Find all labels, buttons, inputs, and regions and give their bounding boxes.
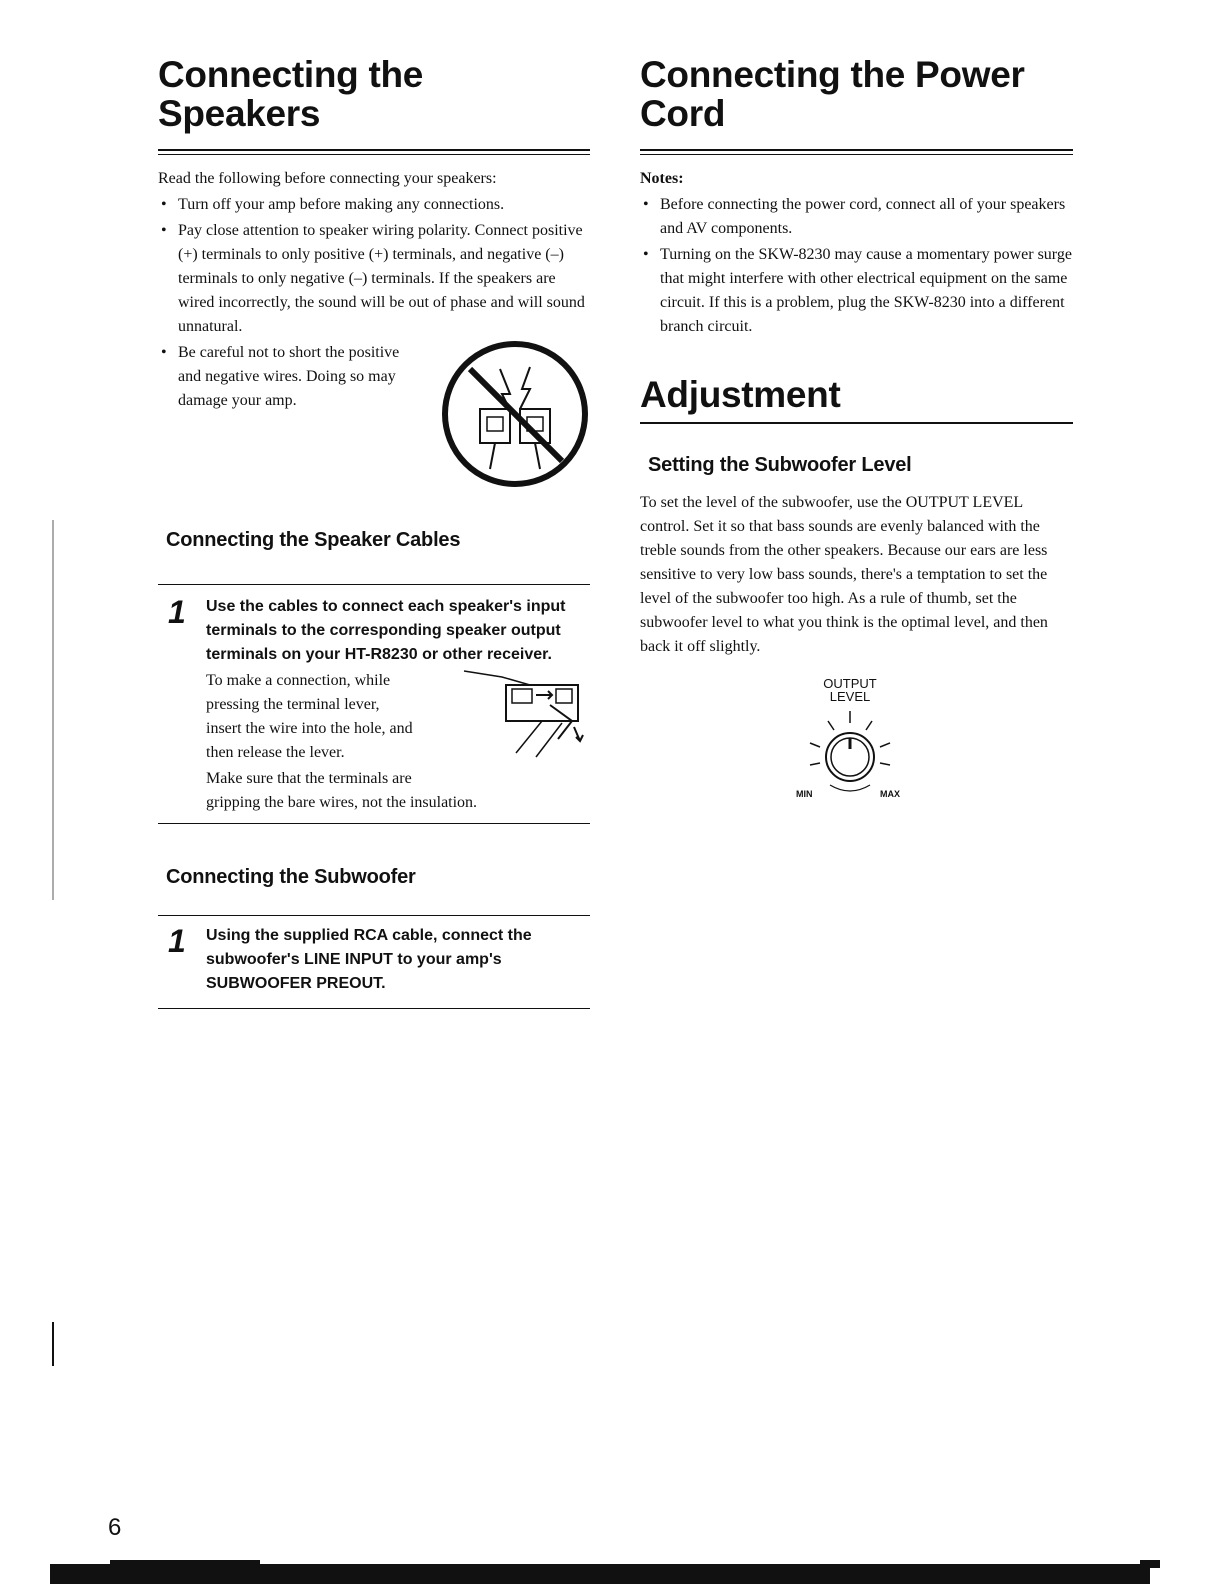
adjustment-section-title: Adjustment — [640, 374, 841, 415]
right-column — [640, 55, 1073, 807]
title-line: Cord — [640, 93, 726, 134]
power-notes-list — [640, 193, 1073, 339]
step-number: 1 — [168, 923, 186, 959]
short-warning-block — [158, 341, 590, 501]
speakers-bullet-list — [158, 193, 590, 339]
subwoofer-step — [158, 924, 590, 996]
speaker-cables-heading: Connecting the Speaker Cables — [166, 529, 461, 551]
title-rule — [640, 149, 1073, 155]
title-line: Connecting the — [158, 54, 424, 95]
step-rule — [158, 915, 590, 916]
no-short-circuit-illustration — [440, 339, 590, 489]
page-number: 6 — [108, 1514, 122, 1541]
speaker-cables-step — [158, 595, 590, 815]
knob-max-label: MAX — [880, 789, 900, 799]
detail-line: then release the lever. — [206, 744, 345, 761]
power-cord-section-title — [640, 55, 1073, 133]
step-number: 1 — [168, 594, 186, 630]
knob-label — [780, 677, 920, 703]
step-rule — [158, 1008, 590, 1009]
bullet-item: • Pay close attention to speaker wiring polarity. Connect positive (+) terminals to only positive (+) terminals, and negative (–) terminals to only negative (–) terminals. If the speakers are wired incorrectly, the sound will be out of phase and will sound unnatural. — [158, 219, 590, 339]
detail-line: To make a connection, while — [206, 672, 391, 689]
note-line: gripping the bare wires, not the insulation. — [206, 794, 478, 811]
warning-line: damage your amp. — [178, 392, 297, 409]
step-rule — [158, 823, 590, 824]
page-bottom-border — [50, 1560, 1160, 1584]
knob-min-label: MIN — [796, 789, 813, 799]
terminal-lever-illustration — [462, 661, 592, 761]
warning-line: and negative wires. Doing so may — [178, 368, 396, 385]
detail-line: insert the wire into the hole, and — [206, 720, 413, 737]
detail-line: pressing the terminal lever, — [206, 696, 380, 713]
knob-label-line: LEVEL — [829, 689, 871, 704]
left-column — [158, 55, 590, 1009]
speakers-intro: Read the following before connecting your speakers: — [158, 170, 497, 187]
note-item: • Turning on the SKW-8230 may cause a momentary power surge that might interfere with other electrical equipment on the same circuit. If this is a problem, plug the SKW-8230 into a different branch circuit. — [640, 243, 1073, 339]
step-rule — [158, 584, 590, 585]
step-instruction: Use the cables to connect each speaker's input terminals to the corresponding speaker output terminals on your HT-R8230 or other receiver. — [206, 598, 566, 663]
title-line: Speakers — [158, 93, 321, 134]
bullet-item: • Turn off your amp before making any connections. — [158, 193, 590, 217]
knob-label-line: OUTPUT — [823, 676, 877, 691]
step-instruction: Using the supplied RCA cable, connect the subwoofer's LINE INPUT to your amp's SUBWOOFER PREOUT. — [206, 927, 532, 992]
terminal-detail — [206, 669, 590, 765]
output-level-knob-diagram — [780, 677, 920, 807]
title-rule — [158, 149, 590, 155]
title-rule — [640, 422, 1073, 424]
note-item: • Before connecting the power cord, connect all of your speakers and AV components. — [640, 193, 1073, 241]
margin-mark — [52, 1322, 54, 1366]
subwoofer-level-heading: Setting the Subwoofer Level — [648, 454, 912, 476]
note-line: Make sure that the terminals are — [206, 770, 412, 787]
subwoofer-heading: Connecting the Subwoofer — [166, 866, 416, 888]
title-line: Connecting the Power — [640, 54, 1025, 95]
subwoofer-level-text: To set the level of the subwoofer, use the OUTPUT LEVEL control. Set it so that bass sounds are evenly balanced with the treble sounds from the other speakers. Because our ears are less sensitive to very low bass sounds, there's a temptation to set the level of the subwoofer too high. As a rule of thumb, set the subwoofer level to what you think is the optimal level, and then back it off slightly. — [640, 494, 1048, 655]
notes-label: Notes: — [640, 170, 684, 187]
speakers-section-title — [158, 55, 590, 133]
margin-mark — [52, 520, 54, 900]
warning-line: Be careful not to short the positive — [178, 344, 400, 361]
terminal-note — [206, 767, 590, 815]
